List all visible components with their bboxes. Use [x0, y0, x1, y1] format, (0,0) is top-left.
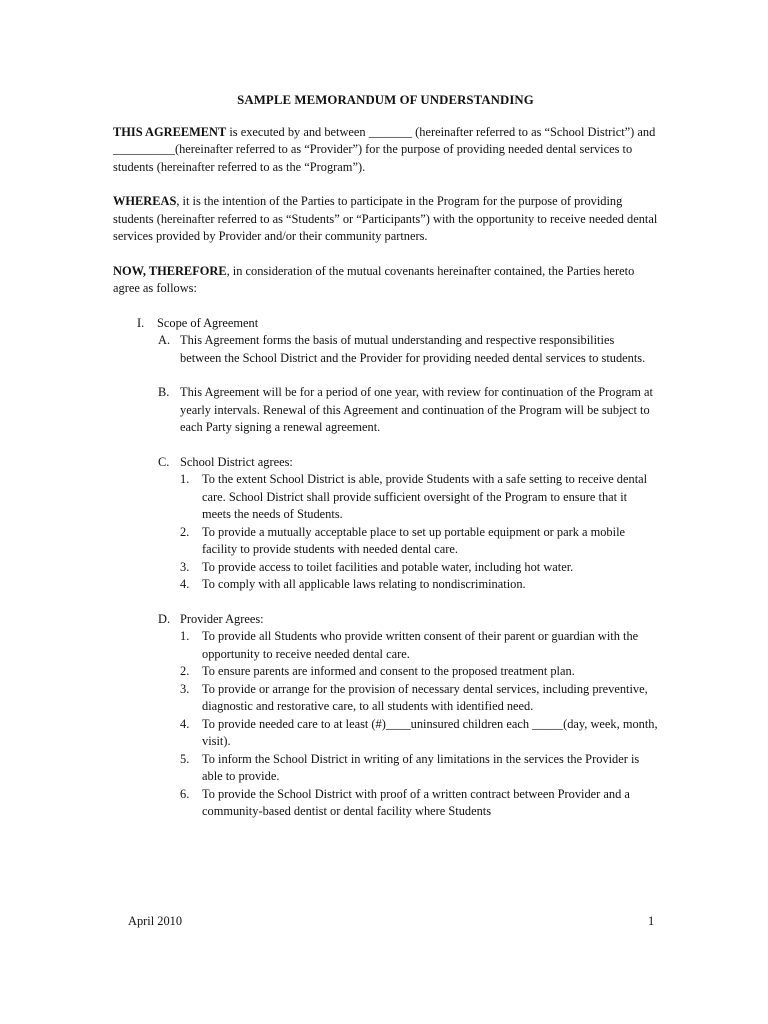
list-item-number: 2.	[180, 664, 190, 678]
list-item	[180, 524, 658, 559]
list-item-number: 1.	[180, 629, 190, 643]
whereas-text: , it is the intention of the Parties to participate in the Program for the purpose of providing students (hereinafter referred to as “Students” or “Participants”) with the opportunity to receive needed dental services provided by Provider and/or their community partners.	[113, 194, 658, 243]
list-item-number: 3.	[180, 559, 190, 574]
list-item	[180, 751, 658, 786]
list-item-text: To provide needed care to at least (#)____uninsured children each _____(day, week, month, visit).	[202, 716, 658, 748]
list-item-text: To ensure parents are informed and consent to the proposed treatment plan.	[202, 664, 575, 678]
list-item	[180, 716, 658, 751]
subsection-text: This Agreement will be for a period of one year, with review for continuation of the Program at yearly intervals. Renewal of this Agreement and continuation of the Program will be subject to each Party signing a renewal agreement.	[180, 385, 653, 434]
section-title: Scope of Agreement	[157, 315, 259, 330]
list-item-number: 4.	[180, 716, 190, 731]
now-therefore-lead: NOW, THEREFORE	[113, 263, 227, 278]
now-therefore-paragraph	[113, 263, 658, 298]
section-scope	[113, 315, 658, 821]
section-number: I.	[137, 315, 145, 330]
subsection-letter: B.	[158, 385, 170, 399]
list-item-text: To inform the School District in writing of any limitations in the services the Provider is able to provide.	[202, 751, 640, 783]
list-item-text: To comply with all applicable laws relating to nondiscrimination.	[202, 577, 526, 591]
whereas-lead: WHEREAS	[113, 194, 177, 208]
list-item-text: To provide or arrange for the provision of necessary dental services, including preventive, diagnostic and restorative care, to all students with identified need.	[202, 681, 648, 713]
list-item-number: 2.	[180, 524, 190, 539]
subsection-letter: C.	[158, 454, 170, 469]
subsection-letter: D.	[158, 611, 171, 626]
whereas-paragraph	[113, 193, 658, 246]
list-item-text: To provide the School District with proof of a written contract between Provider and a community-based dentist or dental facility where Students	[202, 786, 630, 818]
list-item-number: 4.	[180, 577, 190, 591]
agreement-lead: THIS AGREEMENT	[113, 124, 227, 139]
list-item-text: To provide access to toilet facilities and potable water, including hot water.	[202, 559, 574, 574]
list-item-number: 6.	[180, 786, 190, 801]
list-item	[180, 681, 658, 716]
list-item	[180, 576, 658, 594]
subsection-letter: A.	[158, 333, 171, 347]
list-item-number: 3.	[180, 681, 190, 696]
agreement-paragraph	[113, 124, 658, 177]
now-therefore-text: , in consideration of the mutual covenants hereinafter contained, the Parties hereto agree as follows:	[113, 263, 635, 295]
footer-page-number: 1	[648, 914, 655, 928]
list-item	[180, 471, 658, 524]
provider-list	[180, 628, 658, 821]
list-item-text: To the extent School District is able, provide Students with a safe setting to receive dental care. School District shall provide sufficient oversight of the Program to ensure that it meets the needs of Students.	[202, 472, 648, 521]
footer-date: April 2010	[128, 914, 183, 928]
list-item	[180, 559, 658, 577]
document-title: SAMPLE MEMORANDUM OF UNDERSTANDING	[237, 93, 534, 107]
list-item	[180, 786, 658, 821]
subsection-heading: School District agrees:	[180, 454, 293, 469]
subsection-a	[157, 332, 658, 367]
list-item-text: To provide a mutually acceptable place to set up portable equipment or park a mobile facility to provide students with needed dental care.	[202, 524, 626, 556]
school-district-list	[180, 471, 658, 594]
list-item-text: To provide all Students who provide written consent of their parent or guardian with the opportunity to receive needed dental care.	[202, 629, 639, 661]
agreement-text: is executed by and between _______ (hereinafter referred to as “School District”) and __________(hereinafter referred to as “Provider”) for the purpose of providing needed dental services to students (hereinafter referred to as the “Program”).	[113, 124, 656, 174]
list-item-number: 1.	[180, 472, 190, 486]
subsection-d	[157, 611, 658, 821]
subsection-c	[157, 454, 658, 594]
subsection-b	[157, 384, 658, 437]
subsection-text: This Agreement forms the basis of mutual understanding and respective responsibilities between the School District and the Provider for providing needed dental services to students.	[180, 333, 646, 365]
list-item	[180, 663, 658, 681]
list-item	[180, 628, 658, 663]
subsection-heading: Provider Agrees:	[180, 611, 264, 626]
list-item-number: 5.	[180, 751, 190, 766]
document-body	[113, 92, 658, 838]
